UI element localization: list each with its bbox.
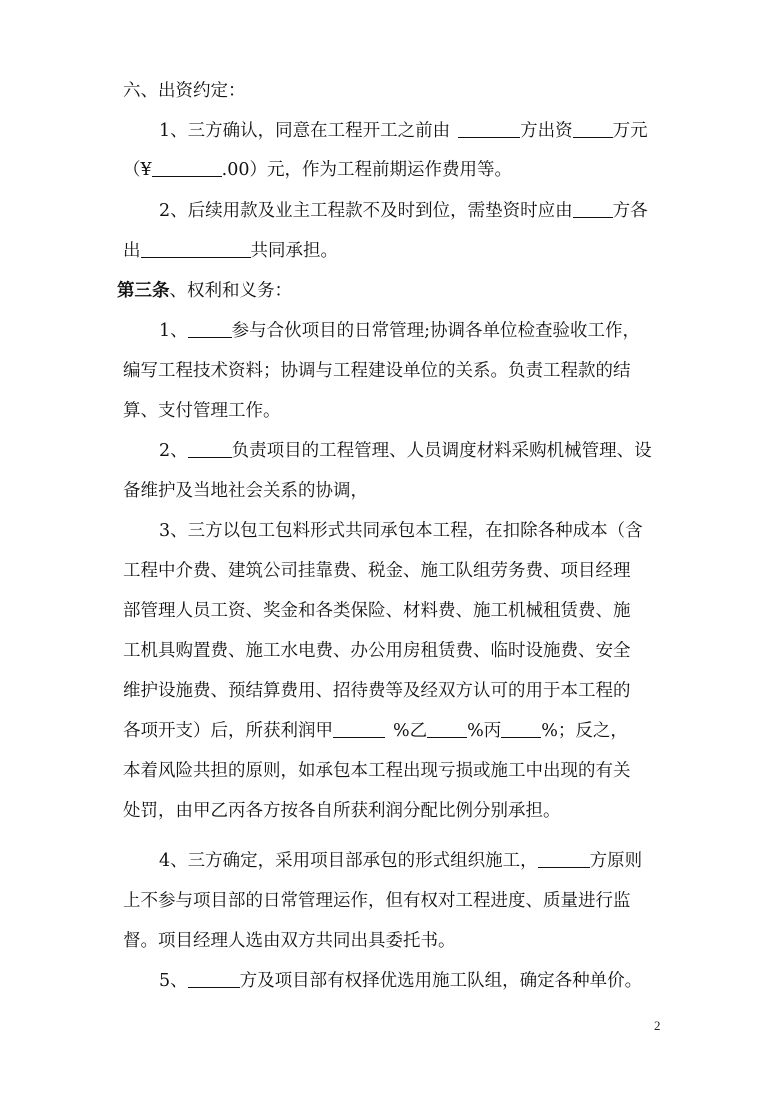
- text-run: %乙: [393, 721, 428, 741]
- fill-blank[interactable]: [573, 199, 613, 218]
- fill-blank[interactable]: [538, 849, 590, 868]
- text-run: 方原则: [589, 851, 643, 871]
- text-run: 方各: [612, 201, 648, 221]
- section6-item1-line2: [123, 158, 512, 182]
- article3-p3-line5: 维护设施费、预结算费用、招待费等及经双方认可的用于本工程的: [123, 681, 631, 701]
- article3-p3-line7: 本着风险共担的原则，如承包本工程出现亏损或施工中出现的有关: [123, 761, 631, 781]
- text-run: 4、三方确定，采用项目部承包的形式组织施工，: [159, 851, 538, 871]
- article3-p3-line2: 工程中介费、建筑公司挂靠费、税金、施工队组劳务费、项目经理: [123, 561, 631, 581]
- article3-p3-line1: 3、三方以包工包料形式共同承包本工程，在扣除各种成本（含: [159, 521, 643, 541]
- article3-p2-line2: 备维护及当地社会关系的协调，: [123, 481, 368, 501]
- article-heading: [117, 279, 292, 303]
- section6-item1-line1: [159, 119, 648, 143]
- article3-p1-line1: [159, 319, 640, 343]
- fill-blank[interactable]: [573, 119, 613, 138]
- page-number: 2: [654, 1018, 661, 1033]
- text-run: 共同承担。: [250, 241, 338, 261]
- article3-p3-line8: 处罚，由甲乙丙各方按各自所获利润分配比例分别承担。: [123, 801, 561, 821]
- text-run: .00）元，作为工程前期运作费用等。: [221, 160, 512, 180]
- text-run: 方出资: [520, 121, 573, 141]
- article3-p1-line2: 编写工程技术资料；协调与工程建设单位的关系。负责工程款的结: [123, 361, 631, 381]
- text-run: 万元: [612, 121, 648, 141]
- text-run: 负责项目的工程管理、人员调度材料采购机械管理、设: [231, 441, 652, 461]
- text-run: 各项开支）后，所获利润甲: [123, 721, 333, 741]
- fill-blank[interactable]: [458, 119, 520, 138]
- fill-blank[interactable]: [188, 969, 240, 988]
- fill-blank[interactable]: [427, 719, 467, 738]
- text-run: 2、: [159, 441, 188, 461]
- text-run: （¥: [123, 160, 152, 180]
- fill-blank[interactable]: [333, 719, 385, 738]
- section6-item2-line2: [123, 239, 338, 263]
- text-run: %丙: [467, 721, 502, 741]
- text-run: 1、三方确认，同意在工程开工之前由: [159, 121, 451, 141]
- section6-item2-line1: [159, 199, 648, 223]
- section-heading-text: 六、出资约定：: [123, 81, 246, 101]
- article3-p3-line4: 工机具购置费、施工水电费、办公用房租赁费、临时设施费、安全: [123, 641, 631, 661]
- fill-blank[interactable]: [501, 719, 541, 738]
- article3-p3-line3: 部管理人员工资、奖金和各类保险、材料费、施工机械租赁费、施: [123, 601, 631, 621]
- article3-p5-line1: [159, 969, 642, 993]
- article3-p4-line2: 上不参与项目部的日常管理运作，但有权对工程进度、质量进行监: [123, 891, 631, 911]
- text-run: 1、: [159, 321, 188, 341]
- article-number: 第三条: [117, 281, 170, 301]
- text-run: 2、后续用款及业主工程款不及时到位，需垫资时应由: [159, 201, 573, 221]
- fill-blank[interactable]: [188, 319, 232, 338]
- article3-p3-line6: [123, 719, 628, 743]
- text-run: 参与合伙项目的日常管理;协调各单位检查验收工作，: [231, 321, 641, 341]
- text-run: 方及项目部有权择优选用施工队组，确定各种单价。: [239, 971, 643, 991]
- text-run: %；反之，: [541, 721, 628, 741]
- section-heading-capital: [123, 79, 246, 103]
- article3-p4-line1: [159, 849, 642, 873]
- article3-p1-line3: 算、支付管理工作。: [123, 401, 281, 421]
- fill-blank[interactable]: [141, 239, 251, 258]
- fill-blank[interactable]: [188, 439, 232, 458]
- article-title: 、权利和义务：: [169, 281, 292, 301]
- text-run: 5、: [159, 971, 188, 991]
- fill-blank[interactable]: [152, 158, 222, 177]
- text-run: 出: [123, 241, 141, 261]
- article3-p4-line3: 督。项目经理人选由双方共同出具委托书。: [123, 931, 456, 951]
- article3-p2-line1: [159, 439, 652, 463]
